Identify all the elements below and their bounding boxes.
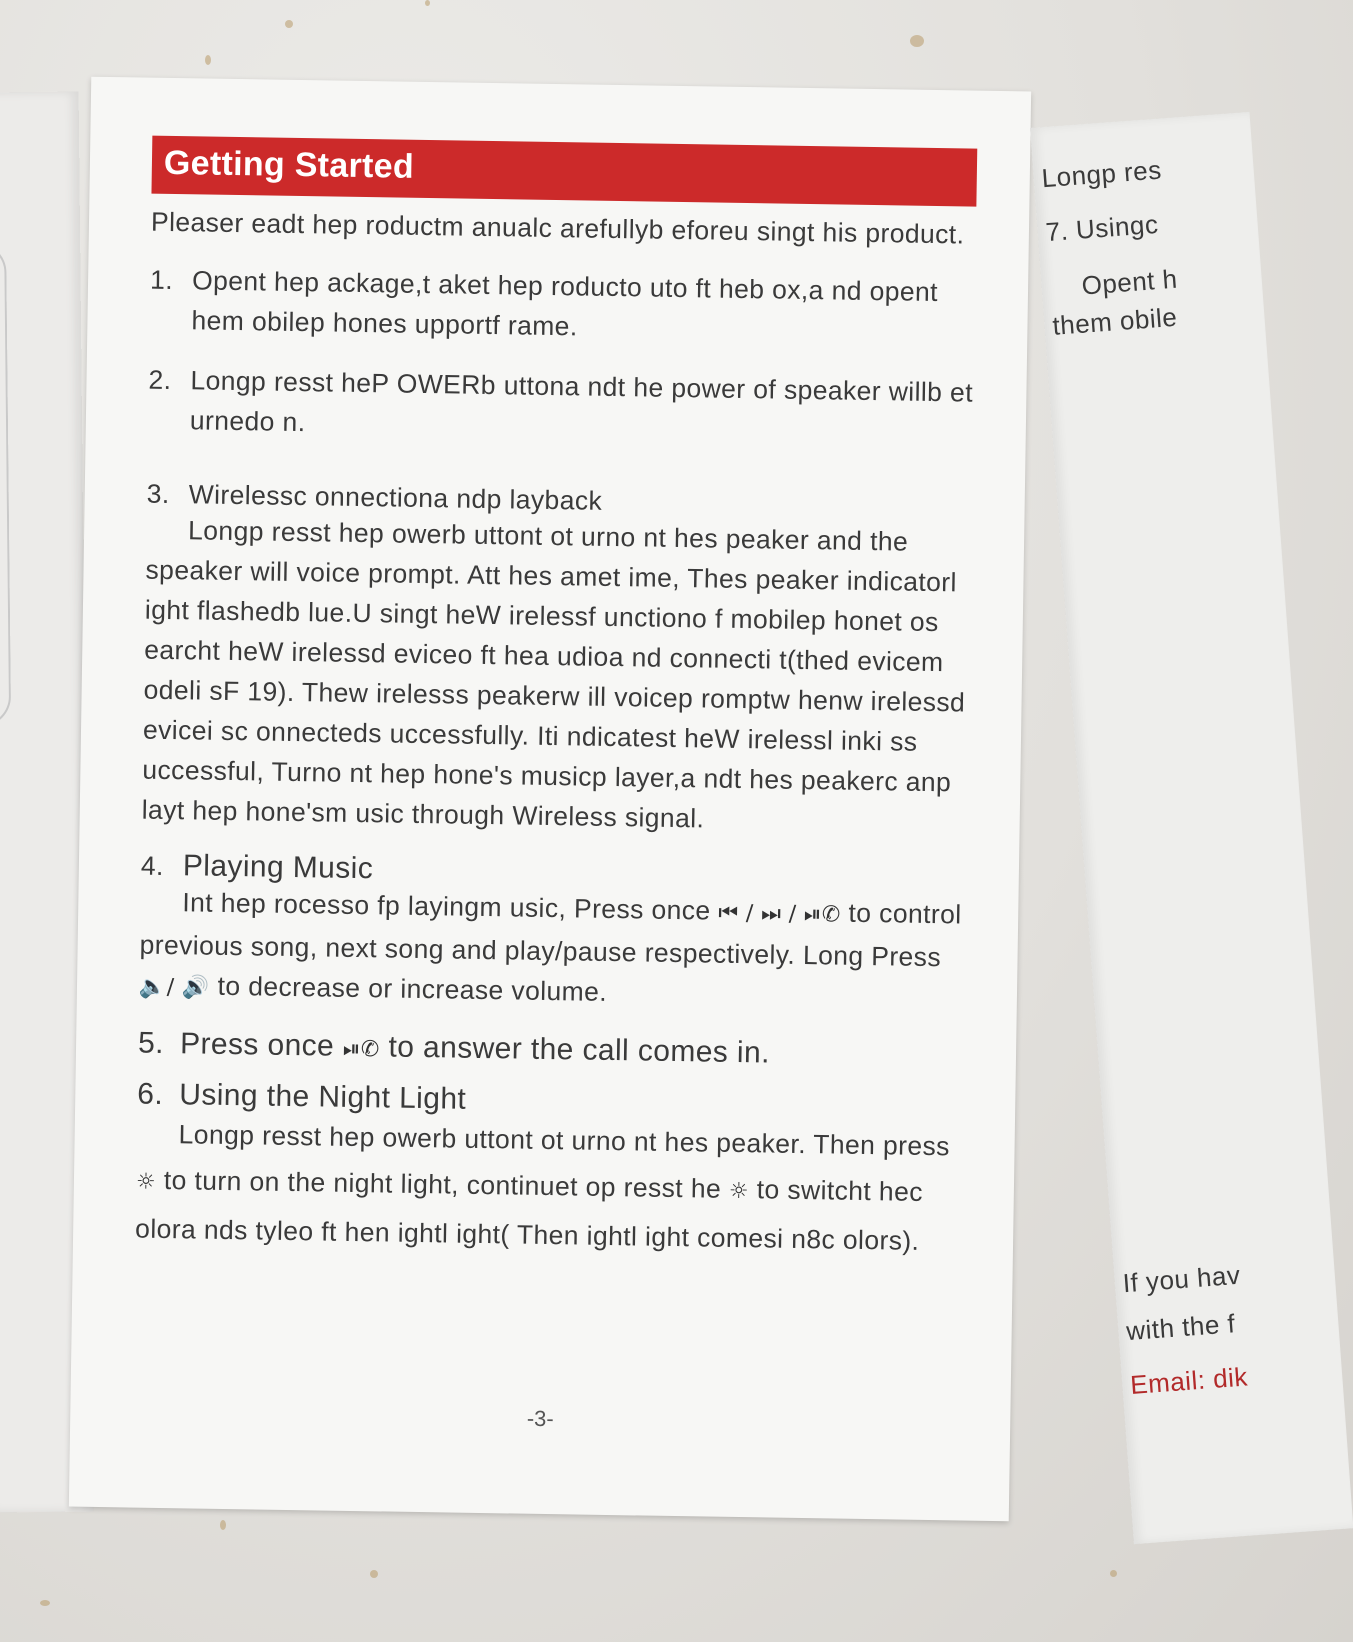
- step-3: [141, 474, 976, 843]
- background-speck: [910, 35, 924, 47]
- step-text: Opent hep ackage,t aket hep roducto uto ft heb ox,a nd opent hem obilep hones upportf rame.: [191, 265, 939, 342]
- play-pause-call-icon: ⏯✆: [342, 1036, 380, 1063]
- step-body-part: Longp resst hep owerb uttont ot urno nt hes peaker. Then press: [178, 1119, 951, 1162]
- background-speck: [370, 1570, 378, 1578]
- volume-icons: 🔈/ 🔊: [138, 974, 210, 1001]
- step-4: [139, 846, 971, 1021]
- right-page-line: Longp res: [1040, 154, 1163, 194]
- step-number: 5.: [137, 1026, 165, 1060]
- step-text: Longp resst heP OWERb uttona ndt he power of speaker willb et urnedo n.: [189, 365, 974, 438]
- step-text: Press once: [179, 1027, 335, 1063]
- step-1: [149, 260, 980, 353]
- step-body: Longp resst hep owerb uttont ot urno nt hes peaker and the speaker will voice prompt. Att hes amet ime, Thes peaker indicatorl ight flashedb lue.U singt heW irelessf unctiono f mobilep honet os earcht heW irelessd eviceo ft hea udioa nd connecti t(thed evicem odeli sF 19). Thew irelesss peakerw ill voicep romptw henw irelessd evicei sc onnecteds uccessfully. Iti ndicatest heW irelessl inki ss uccessful, Turno nt hep hone's musicp layer,a ndt hes peakerc anp layt hep hone'sm usic through Wireless signal.: [141, 515, 966, 834]
- step-number: 4.: [140, 850, 165, 881]
- step-title: Wirelessc onnectiona ndp layback: [188, 479, 603, 516]
- background-speck: [220, 1520, 226, 1530]
- background-speck: [425, 0, 430, 6]
- intro-paragraph: Pleaser eadt hep roductm anualc arefullyb eforeu singt his product.: [150, 206, 965, 250]
- page-title: Getting Started: [163, 143, 415, 186]
- right-page-line: If you hav: [1121, 1259, 1242, 1299]
- section-header-bar: [151, 136, 977, 207]
- page-content: [135, 202, 981, 1265]
- background-speck: [1110, 1570, 1117, 1577]
- step-body-part: to switcht hec olora nds tyleo ft hen ightl ight( Then ightl ight comesi n8c olors).: [134, 1174, 924, 1256]
- step-text: to answer the call comes in.: [388, 1030, 771, 1070]
- step-6: [135, 1075, 968, 1265]
- step-2: [148, 360, 979, 453]
- background-speck: [205, 55, 211, 65]
- step-number: 2.: [148, 364, 172, 396]
- step-5: [138, 1024, 969, 1080]
- right-page-line: with the f: [1125, 1308, 1237, 1347]
- background-speck: [40, 1600, 50, 1606]
- step-number: 3.: [146, 478, 170, 509]
- sun-icon: ☼: [728, 1178, 750, 1205]
- right-page-line: 7. Usingc: [1044, 208, 1160, 248]
- email-line: Email: dik: [1129, 1361, 1249, 1400]
- step-body-part: to turn on the night light, continuet op resst he: [163, 1164, 722, 1204]
- right-page-line: them obile: [1051, 301, 1179, 341]
- manual-page: [69, 77, 1031, 1522]
- step-number: 6.: [137, 1077, 164, 1111]
- background-speck: [285, 20, 293, 28]
- right-page-line: Opent h: [1080, 263, 1179, 301]
- sun-icon: ☼: [135, 1169, 157, 1195]
- step-body: [139, 882, 971, 1021]
- page-number: -3-: [526, 1405, 554, 1432]
- product-outline: [0, 242, 11, 727]
- step-body-part: to control previous song, next song and play/pause respectively. Long Press: [139, 897, 962, 973]
- right-page-fragment: [1030, 112, 1353, 1544]
- step-title: Using the Night Light: [179, 1078, 467, 1116]
- step-body-part: to decrease or increase volume.: [217, 970, 608, 1007]
- step-number: 1.: [149, 264, 174, 296]
- media-control-icons: ⏮ / ⏭ / ⏯✆: [718, 900, 841, 928]
- step-body-part: Int hep rocesso fp layingm usic, Press once: [182, 887, 711, 926]
- step-title: Playing Music: [182, 849, 374, 886]
- step-body: [135, 1111, 967, 1265]
